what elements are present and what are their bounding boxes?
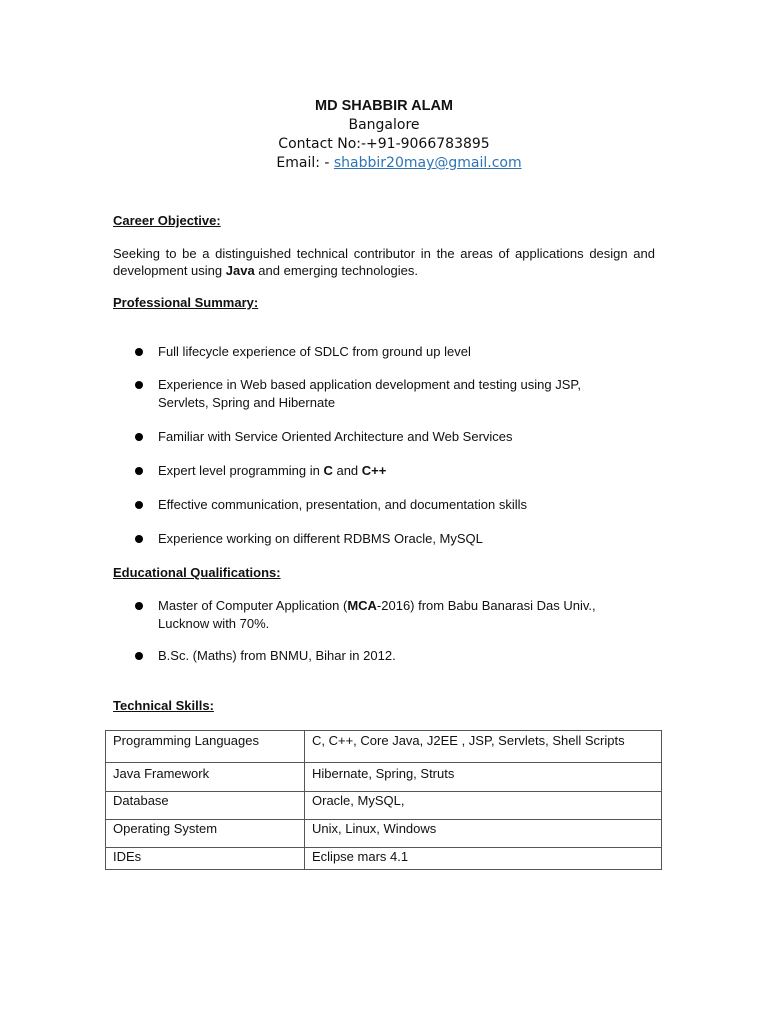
education-text-bold: MCA [347, 598, 377, 613]
summary-text-bold: C++ [361, 463, 387, 478]
summary-text-part: Expert level programming in [158, 463, 324, 478]
resume-header [0, 96, 768, 173]
bullet-icon [135, 433, 143, 441]
skill-category: Programming Languages [106, 731, 305, 763]
summary-text-part: and [332, 463, 362, 478]
table-row [106, 792, 662, 820]
summary-item-text: Experience in Web based application development and testing using JSP, Servlets, Spring and Hibernate [158, 377, 582, 410]
bullet-icon [135, 535, 143, 543]
candidate-email-line [30, 154, 768, 173]
skill-category: Operating System [106, 820, 305, 848]
skill-values: C, C++, Core Java, J2EE , JSP, Servlets, Shell Scripts [305, 731, 662, 763]
objective-text-part: Seeking to be a distinguished technical contributor in the areas of applications design and development using [113, 246, 655, 278]
table-row [106, 820, 662, 848]
objective-text-bold: Java [225, 263, 255, 278]
table-row [106, 731, 662, 763]
career-objective-text [113, 245, 655, 279]
candidate-name: MD SHABBIR ALAM [314, 98, 453, 114]
bullet-icon [135, 501, 143, 509]
summary-item-text: Full lifecycle experience of SDLC from ground up level [158, 344, 471, 359]
skill-values: Hibernate, Spring, Struts [305, 763, 662, 792]
education-item-text [158, 597, 628, 633]
skill-values: Eclipse mars 4.1 [305, 848, 662, 870]
technical-skills-table [105, 730, 662, 870]
career-objective-title: Career Objective: [113, 213, 221, 228]
educational-qualifications-title: Educational Qualifications: [113, 565, 281, 580]
skill-category: IDEs [106, 848, 305, 870]
education-item-text: B.Sc. (Maths) from BNMU, Bihar in 2012. [158, 648, 396, 663]
skill-category: Java Framework [106, 763, 305, 792]
summary-text-bold: C [323, 463, 333, 478]
summary-item-text [158, 462, 628, 480]
bullet-icon [135, 467, 143, 475]
education-text-part: Master of Computer Application ( [158, 598, 348, 613]
table-row [106, 848, 662, 870]
summary-item-text: Familiar with Service Oriented Architecture and Web Services [158, 429, 513, 444]
bullet-icon [135, 381, 143, 389]
skill-values: Oracle, MySQL, [305, 792, 662, 820]
skill-category: Database [106, 792, 305, 820]
bullet-icon [135, 652, 143, 660]
summary-item-text: Experience working on different RDBMS Oracle, MySQL [158, 531, 483, 546]
summary-item-text: Effective communication, presentation, and documentation skills [158, 497, 528, 512]
objective-text-part: and emerging technologies. [254, 263, 419, 278]
bullet-icon [135, 348, 143, 356]
email-label: Email: - [276, 155, 334, 171]
technical-skills-title: Technical Skills: [113, 698, 214, 713]
professional-summary-title: Professional Summary: [113, 295, 259, 310]
candidate-contact: Contact No:-+91-9066783895 [278, 136, 490, 152]
skill-values: Unix, Linux, Windows [305, 820, 662, 848]
bullet-icon [135, 602, 143, 610]
candidate-location: Bangalore [348, 117, 420, 133]
education-text-part: -2016) from Babu Banarasi Das Univ., Lucknow with 70%. [158, 598, 596, 631]
email-link[interactable]: shabbir20may@gmail.com [333, 155, 522, 171]
table-row [106, 763, 662, 792]
